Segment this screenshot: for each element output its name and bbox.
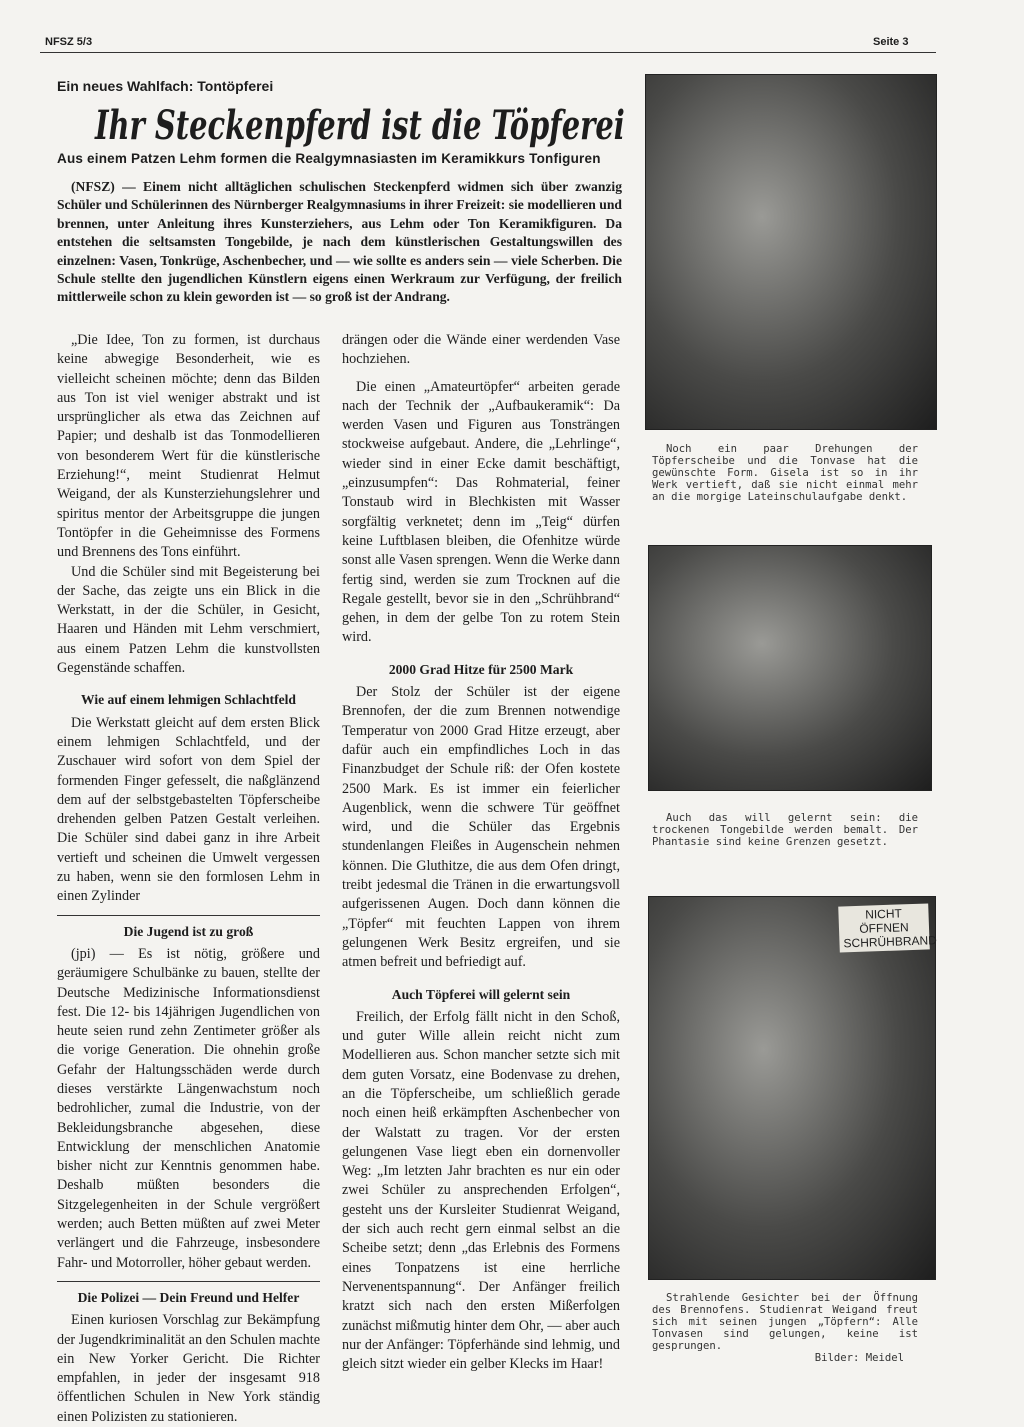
column-2 <box>342 331 620 1374</box>
section-heading: 2000 Grad Hitze für 2500 Mark <box>388 661 574 677</box>
photo-pottery-wheel <box>645 74 937 430</box>
paragraph: Die einen „Amateurtöpfer“ arbeiten gerade nach der Technik der „Aufbaukeramik“: Da werden Vasen und Figuren aus Tonsträngen stockweise aufgebaut. Andere, die „Lehrlinge“, wieder sind in einer Ecke damit beschäftigt, „einzusumpfen“: Das Rohmaterial, feiner Tonstaub wird in Blechkisten mit Wasser sorgfältig verknetet; denn im „Teig“ dürfen keine Luftblasen bleiben, die Ofenhitze würde sonst alle Vasen sprengen. Wenn die Werke dann fertig sind, werden sie zum Trocknen auf die Regale gestellt, bevor sie in den „Schrühbrand“ gehen, in dem der gelbe Ton zu rotem Stein wird. <box>342 378 620 646</box>
paragraph: Freilich, der Erfolg fällt nicht in den Schoß, und guter Wille allein reicht nicht zum Modellieren aus. Schon mancher setzte sich mit dem guten Vorsatz, eine Bodenvase zu drehen, an die Töpferscheibe, um schließlich gerade noch einen heiß erkämpften Aschenbecher von der Walstatt zu tragen. Vor der ersten gelungenen Vase liegt eben ein dornenvoller Weg: „Im letzten Jahr brachten es nur ein oder zwei Schüler zu ansprechenden Erfolgen“, gesteht uns der Kursleiter Studienrat Weigand, der sich auch recht gern einmal selbst an die Scheibe setzt; denn „das Erlebnis des Formens eines Tonpatzens ist eine herrliche Nervenentspannung“. Der Anfänger freilich kratzt sich nach den ersten Mißerfolgen zunächst mißmutig hinter dem Ohr, — aber auch nur der Anfänger: Töpferhände sind lehmig, und gleich sitzt wieder ein gelber Klecks im Haar! <box>342 1008 620 1373</box>
caption-text: Noch ein paar Drehungen der Töpferscheibe und die Tonvase hat die gewünschte Form. Gisela ist so in ihr Werk vertieft, daß sie nicht einmal mehr an die morgige Lateinschulaufgabe denkt. <box>652 443 918 503</box>
caption-text: Strahlende Gesichter bei der Öffnung des Brennofens. Studienrat Weigand freut sich mit seinen jungen „Töpfern“: Alle Tonvasen sind gelungen, keine ist gesprungen. <box>652 1292 918 1352</box>
subheadline: Aus einem Patzen Lehm formen die Realgymnasiasten im Keramikkurs Tonfiguren <box>57 151 601 166</box>
paragraph: Der Stolz der Schüler ist der eigene Brennofen, der die zum Brennen notwendige Temperatur von 2000 Grad Hitze erzeugt, aber dafür auch ein empfindliches Loch in das Finanzbudget der Schule riß: der Ofen kostete 2500 Mark. Es ist immer ein feierlicher Augenblick, wenn die schwere Tür geöffnet wird, und die Schüler das Ergebnis stundenlangen Fleißes in Augenschein nehmen können. Die Gluthitze, die aus dem Ofen dringt, treibt jedesmal die Tränen in die erwartungsvoll aufgerissenen Augen. Doch dann können die „Töpfer“ mit feuchten Lappen von ihrem gelungenen Werk Besitz ergreifen, und sie atmen befreit und befriedigt auf. <box>342 684 620 971</box>
column-1 <box>57 331 320 1427</box>
paragraph: Und die Schüler sind mit Begeisterung bei der Sache, das zeigte uns ein Blick in die Werkstatt, in der die Schüler, in Gesicht, Haaren und Händen mit Lehm verschmiert, aus einem Patzen Lehm die kunstvollsten Gegenstände schaffen. <box>57 563 320 677</box>
headline: Ihr Steckenpferd ist die Töpferei <box>95 102 625 149</box>
paragraph: Einen kuriosen Vorschlag zur Bekämpfung der Jugendkriminalität an den Schulen machte ein New Yorker Gericht. Die Richter empfahlen, in jeder der insgesamt 918 öffentlichen Schulen in New York ständig einen Polizisten zu stationieren. <box>57 1312 320 1425</box>
kicker: Ein neues Wahlfach: Tontöpferei <box>57 78 274 94</box>
divider <box>57 915 320 916</box>
caption-3 <box>652 1292 918 1364</box>
caption-2 <box>652 812 918 848</box>
section-heading: Die Jugend ist zu groß <box>123 923 254 939</box>
paragraph: „Die Idee, Ton zu formen, ist durchaus keine abwegige Besonderheit, wie es vielleicht scheinen möchte; denn das Bilden aus Ton ist viel weniger abstrakt und ist ursprünglicher als etwa das Zeichnen auf Papier; und deshalb ist das Tonmodellieren von besonderem Wert für die künstlerische Erziehung!“, meint Studienrat Helmut Weigand, der als Kunsterziehungslehrer und spiritus mentor der Arbeitsgruppe die jungen Tontöpfer in die Geheimnisse des Formens und Brennens des Tons einführt. <box>57 332 320 561</box>
page-number: Seite 3 <box>873 36 909 48</box>
paragraph: Die Werkstatt gleicht auf dem ersten Blick einem lehmigen Schlachtfeld, und der Zuschauer wird sofort von dem Spiel der formenden Finger gefesselt, die naßglänzend dem auf der selbstgebastelten Töpferscheibe drehenden gelben Patzen Gestalt verleihen. Die Schüler sind dabei ganz in ihre Arbeit vertieft und scheinen die Umwelt vergessen zu haben, wenn sie den formlosen Lehm in einen Zylinder <box>57 714 320 905</box>
paragraph: (jpi) — Es ist nötig, größere und geräumigere Schulbänke zu bauen, stellte der Deutsche Medizinische Informationsdienst fest. Die 12- bis 14jährigen Jugendlichen von heute seien rund zehn Zentimeter größer als die vorige Generation. Die ohnehin große Gefahr der Haltungsschäden werde durch dieses verstärkte Längenwachstum noch bedrohlicher, zumal die Industrie, von der Bekleidungsbranche abgesehen, diese Entwicklung der menschlichen Anatomie bisher nicht zur Kenntnis genommen habe. Deshalb müßten besonders die Sitzgelegenheiten in der Schule vergrößert werden; auch Betten müßten auf zwei Meter verlängert und die Fahrzeuge, insbesondere Fahr- und Motorroller, höher gebaut werden. <box>57 945 320 1271</box>
divider <box>57 1281 320 1282</box>
kiln-sign: NICHT ÖFFNEN SCHRÜHBRAND <box>838 903 930 952</box>
caption-1 <box>652 443 918 503</box>
caption-text: Auch das will gelernt sein: die trockenen Tongebilde werden bemalt. Der Phantasie sind keine Grenzen gesetzt. <box>652 812 918 848</box>
photo-painting <box>648 545 932 791</box>
photo-kiln <box>648 896 936 1280</box>
issue-label: NFSZ 5/3 <box>45 36 93 48</box>
section-heading: Auch Töpferei will gelernt sein <box>391 986 571 1002</box>
paragraph: drängen oder die Wände einer werdenden Vase hochziehen. <box>342 332 620 368</box>
section-heading: Die Polizei — Dein Freund und Helfer <box>77 1289 300 1305</box>
photo-credit: Bilder: Meidel <box>814 1352 904 1364</box>
header-rule <box>40 52 936 53</box>
section-heading: Wie auf einem lehmigen Schlachtfeld <box>81 692 296 708</box>
lead-paragraph: (NFSZ) — Einem nicht alltäglichen schulischen Steckenpferd widmen sich über zwanzig Schüler und Schülerinnen des Nürnberger Realgymnasiums in ihrer Freizeit: sie modellieren und brennen, unter Anleitung ihres Kunsterziehers, aus Lehm oder Ton Keramikfiguren. Da entstehen die seltsamsten Tongebilde, je nach dem künstlerischen Gestaltungswillen des einzelnen: Vasen, Tonkrüge, Aschenbecher, und — wie sollte es anders sein — viele Scherben. Die Schule stellte den jugendlichen Künstlern eigens einen Werkraum zur Verfügung, der freilich mittlerweile schon zu klein geworden ist — so groß ist der Andrang. <box>57 179 622 305</box>
